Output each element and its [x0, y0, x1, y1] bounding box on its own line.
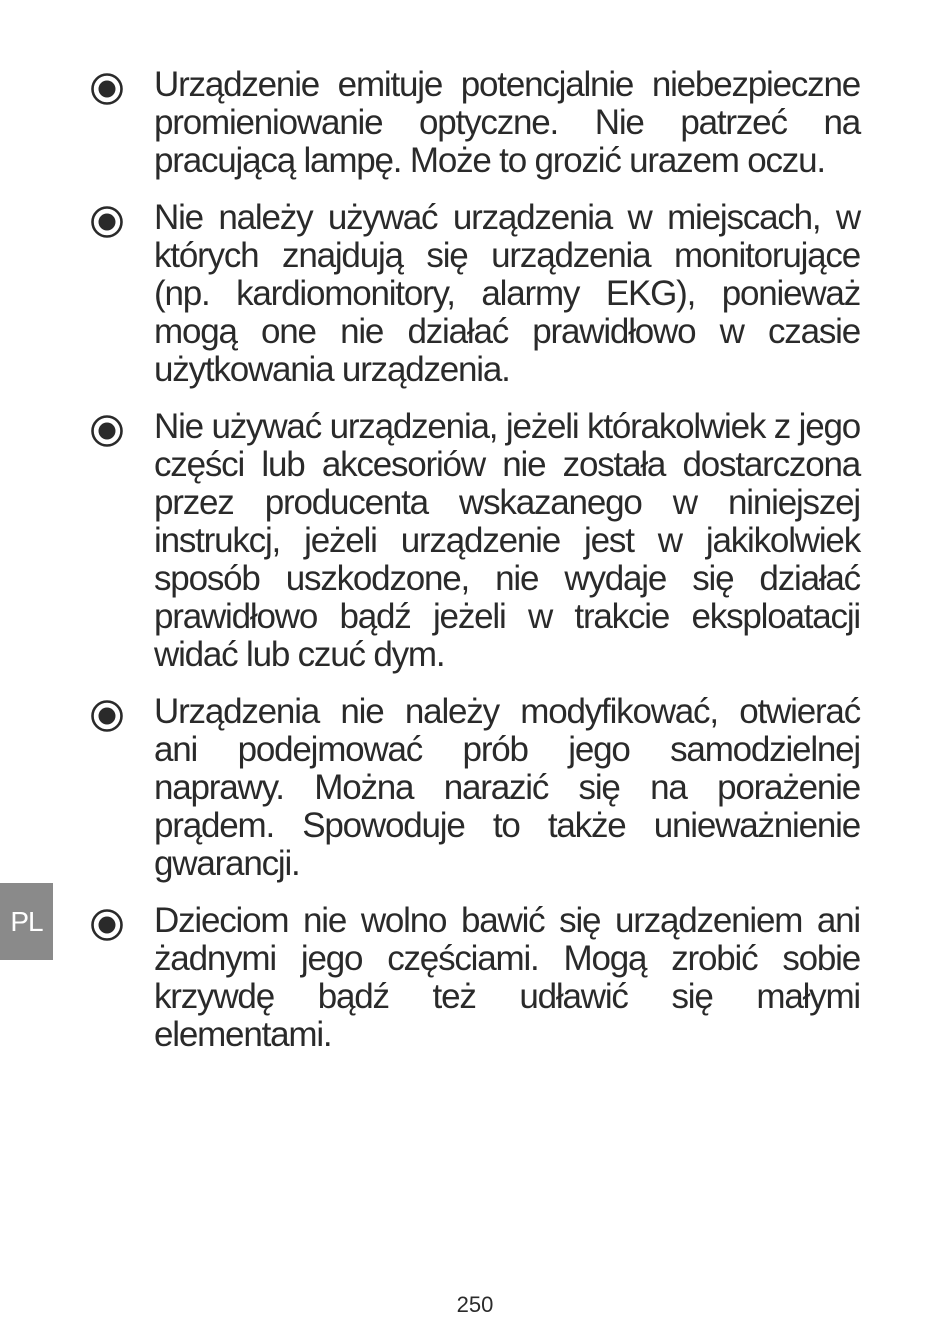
- list-item: [90, 199, 860, 389]
- warning-text: Dzieciom nie wolno bawić się urządzeniem ani żadnymi jego częściami. Mogą zrobić sobie krzywdę bądź też udławić się małymi elementami.: [154, 901, 860, 1054]
- language-tab-label: PL: [10, 905, 43, 937]
- radio-bullet-icon: [90, 205, 124, 239]
- page-number: 250: [456, 1292, 494, 1317]
- list-item: [90, 693, 860, 883]
- radio-bullet-icon: [90, 699, 124, 733]
- list-item: [90, 408, 860, 674]
- radio-bullet-icon: [90, 414, 124, 448]
- radio-bullet-icon: [90, 908, 124, 942]
- warning-text: Nie należy używać urządzenia w miejscach, w których znajdują się urządzenia monitorujące (np. kardiomonitory, alarmy EKG), ponieważ mogą one nie działać prawidłowo w czasie użytkowania urządzenia.: [154, 198, 860, 389]
- safety-warnings-list: [90, 66, 860, 1073]
- warning-text: Urządzenie emituje potencjalnie niebezpieczne promieniowanie optyczne. Nie patrzeć na pracującą lampę. Może to grozić urazem oczu.: [154, 65, 860, 180]
- list-item: [90, 902, 860, 1054]
- language-tab: [0, 883, 53, 960]
- list-item: [90, 66, 860, 180]
- warning-text: Urządzenia nie należy modyfikować, otwierać ani podejmować prób jego samodzielnej naprawy. Można narazić się na porażenie prądem. Spowoduje to także unieważnienie gwarancji.: [154, 692, 860, 883]
- radio-bullet-icon: [90, 72, 124, 106]
- warning-text: Nie używać urządzenia, jeżeli którakolwiek z jego części lub akcesoriów nie została dostarczona przez producenta wskazanego w niniejszej instrukcj, jeżeli urządzenie jest w jakikolwiek sposób uszkodzone, nie wydaje się działać prawidłowo bądź jeżeli w trakcie eksploatacji widać lub czuć dym.: [154, 407, 860, 674]
